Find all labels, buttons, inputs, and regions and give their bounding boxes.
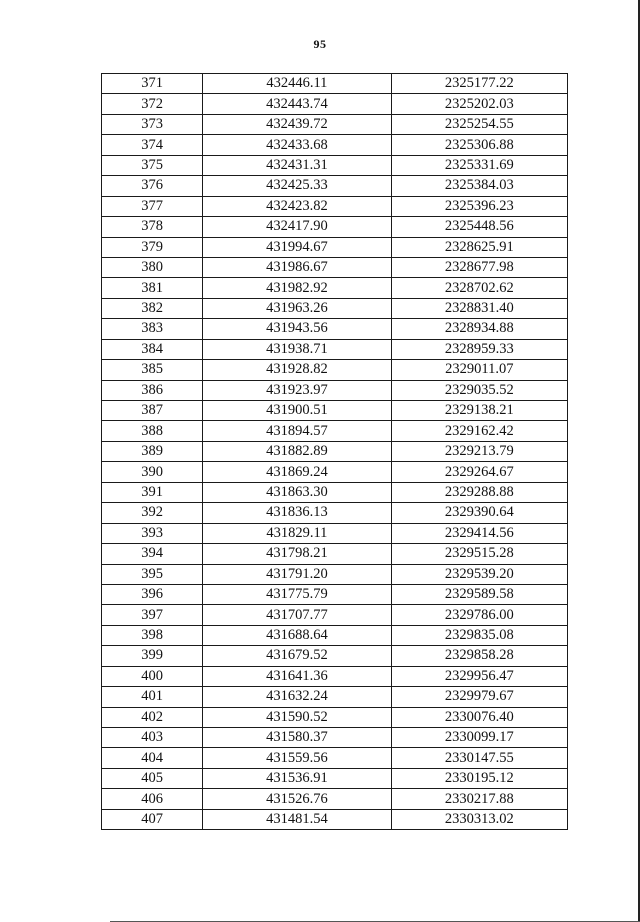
table-row — [102, 421, 568, 441]
table-row — [102, 196, 568, 216]
table-row — [102, 544, 568, 564]
point-number-cell: 399 — [102, 646, 203, 666]
table-row — [102, 809, 568, 829]
table-row — [102, 217, 568, 237]
x-coordinate-cell: 431894.57 — [203, 421, 391, 441]
x-coordinate-cell: 431641.36 — [203, 666, 391, 686]
table-row — [102, 319, 568, 339]
x-coordinate-cell: 431963.26 — [203, 298, 391, 318]
point-number-cell: 391 — [102, 482, 203, 502]
x-coordinate-cell: 431928.82 — [203, 360, 391, 380]
table-row — [102, 523, 568, 543]
x-coordinate-cell: 432425.33 — [203, 176, 391, 196]
y-coordinate-cell: 2325448.56 — [391, 217, 567, 237]
x-coordinate-cell: 431580.37 — [203, 728, 391, 748]
table-row — [102, 237, 568, 257]
table-row — [102, 646, 568, 666]
y-coordinate-cell: 2329035.52 — [391, 380, 567, 400]
table-row — [102, 278, 568, 298]
table-row — [102, 114, 568, 134]
y-coordinate-cell: 2325177.22 — [391, 74, 567, 94]
point-number-cell: 373 — [102, 114, 203, 134]
x-coordinate-cell: 431994.67 — [203, 237, 391, 257]
x-coordinate-cell: 431938.71 — [203, 339, 391, 359]
y-coordinate-cell: 2329213.79 — [391, 441, 567, 461]
table-row — [102, 462, 568, 482]
table-row — [102, 94, 568, 114]
point-number-cell: 371 — [102, 74, 203, 94]
point-number-cell: 401 — [102, 687, 203, 707]
y-coordinate-cell: 2329138.21 — [391, 401, 567, 421]
table-row — [102, 257, 568, 277]
y-coordinate-cell: 2328625.91 — [391, 237, 567, 257]
y-coordinate-cell: 2329162.42 — [391, 421, 567, 441]
x-coordinate-cell: 431923.97 — [203, 380, 391, 400]
point-number-cell: 374 — [102, 135, 203, 155]
x-coordinate-cell: 431986.67 — [203, 257, 391, 277]
x-coordinate-cell: 431679.52 — [203, 646, 391, 666]
y-coordinate-cell: 2325384.03 — [391, 176, 567, 196]
y-coordinate-cell: 2330099.17 — [391, 728, 567, 748]
x-coordinate-cell: 432431.31 — [203, 155, 391, 175]
table-row — [102, 503, 568, 523]
table-row — [102, 789, 568, 809]
x-coordinate-cell: 431632.24 — [203, 687, 391, 707]
table-row — [102, 605, 568, 625]
table-row — [102, 666, 568, 686]
y-coordinate-cell: 2330147.55 — [391, 748, 567, 768]
x-coordinate-cell: 431869.24 — [203, 462, 391, 482]
y-coordinate-cell: 2330076.40 — [391, 707, 567, 727]
table-row — [102, 564, 568, 584]
point-number-cell: 378 — [102, 217, 203, 237]
table-row — [102, 135, 568, 155]
x-coordinate-cell: 431836.13 — [203, 503, 391, 523]
x-coordinate-cell: 432446.11 — [203, 74, 391, 94]
point-number-cell: 404 — [102, 748, 203, 768]
point-number-cell: 379 — [102, 237, 203, 257]
x-coordinate-cell: 431688.64 — [203, 625, 391, 645]
x-coordinate-cell: 431559.56 — [203, 748, 391, 768]
x-coordinate-cell: 431882.89 — [203, 441, 391, 461]
page-number: 95 — [313, 37, 327, 51]
point-number-cell: 403 — [102, 728, 203, 748]
x-coordinate-cell: 432423.82 — [203, 196, 391, 216]
point-number-cell: 377 — [102, 196, 203, 216]
point-number-cell: 387 — [102, 401, 203, 421]
table-row — [102, 360, 568, 380]
point-number-cell: 405 — [102, 768, 203, 788]
y-coordinate-cell: 2329786.00 — [391, 605, 567, 625]
y-coordinate-cell: 2329956.47 — [391, 666, 567, 686]
point-number-cell: 407 — [102, 809, 203, 829]
point-number-cell: 382 — [102, 298, 203, 318]
y-coordinate-cell: 2329539.20 — [391, 564, 567, 584]
point-number-cell: 389 — [102, 441, 203, 461]
table-row — [102, 176, 568, 196]
table-row — [102, 74, 568, 94]
x-coordinate-cell: 431536.91 — [203, 768, 391, 788]
y-coordinate-cell: 2329835.08 — [391, 625, 567, 645]
x-coordinate-cell: 431982.92 — [203, 278, 391, 298]
table-body — [102, 74, 568, 830]
y-coordinate-cell: 2329589.58 — [391, 584, 567, 604]
y-coordinate-cell: 2328831.40 — [391, 298, 567, 318]
x-coordinate-cell: 431863.30 — [203, 482, 391, 502]
table-row — [102, 768, 568, 788]
table-row — [102, 584, 568, 604]
table-row — [102, 155, 568, 175]
y-coordinate-cell: 2325306.88 — [391, 135, 567, 155]
table-row — [102, 687, 568, 707]
x-coordinate-cell: 432417.90 — [203, 217, 391, 237]
y-coordinate-cell: 2325202.03 — [391, 94, 567, 114]
point-number-cell: 388 — [102, 421, 203, 441]
point-number-cell: 402 — [102, 707, 203, 727]
y-coordinate-cell: 2329011.07 — [391, 360, 567, 380]
point-number-cell: 396 — [102, 584, 203, 604]
y-coordinate-cell: 2330195.12 — [391, 768, 567, 788]
y-coordinate-cell: 2329515.28 — [391, 544, 567, 564]
point-number-cell: 392 — [102, 503, 203, 523]
y-coordinate-cell: 2330313.02 — [391, 809, 567, 829]
table-row — [102, 380, 568, 400]
x-coordinate-cell: 431943.56 — [203, 319, 391, 339]
x-coordinate-cell: 431481.54 — [203, 809, 391, 829]
x-coordinate-cell: 431829.11 — [203, 523, 391, 543]
y-coordinate-cell: 2328702.62 — [391, 278, 567, 298]
point-number-cell: 375 — [102, 155, 203, 175]
point-number-cell: 383 — [102, 319, 203, 339]
point-number-cell: 380 — [102, 257, 203, 277]
point-number-cell: 394 — [102, 544, 203, 564]
y-coordinate-cell: 2329288.88 — [391, 482, 567, 502]
point-number-cell: 397 — [102, 605, 203, 625]
point-number-cell: 372 — [102, 94, 203, 114]
table-row — [102, 707, 568, 727]
x-coordinate-cell: 431798.21 — [203, 544, 391, 564]
y-coordinate-cell: 2328934.88 — [391, 319, 567, 339]
point-number-cell: 406 — [102, 789, 203, 809]
y-coordinate-cell: 2325331.69 — [391, 155, 567, 175]
table-row — [102, 728, 568, 748]
point-number-cell: 386 — [102, 380, 203, 400]
x-coordinate-cell: 431707.77 — [203, 605, 391, 625]
x-coordinate-cell: 431590.52 — [203, 707, 391, 727]
point-number-cell: 390 — [102, 462, 203, 482]
point-number-cell: 385 — [102, 360, 203, 380]
x-coordinate-cell: 432443.74 — [203, 94, 391, 114]
table-row — [102, 748, 568, 768]
y-coordinate-cell: 2325396.23 — [391, 196, 567, 216]
table-row — [102, 298, 568, 318]
point-number-cell: 398 — [102, 625, 203, 645]
y-coordinate-cell: 2330217.88 — [391, 789, 567, 809]
x-coordinate-cell: 432433.68 — [203, 135, 391, 155]
y-coordinate-cell: 2325254.55 — [391, 114, 567, 134]
point-number-cell: 381 — [102, 278, 203, 298]
table-row — [102, 401, 568, 421]
y-coordinate-cell: 2328677.98 — [391, 257, 567, 277]
y-coordinate-cell: 2329264.67 — [391, 462, 567, 482]
point-number-cell: 395 — [102, 564, 203, 584]
point-number-cell: 400 — [102, 666, 203, 686]
y-coordinate-cell: 2329414.56 — [391, 523, 567, 543]
x-coordinate-cell: 432439.72 — [203, 114, 391, 134]
y-coordinate-cell: 2329390.64 — [391, 503, 567, 523]
table-row — [102, 441, 568, 461]
y-coordinate-cell: 2328959.33 — [391, 339, 567, 359]
table-row — [102, 482, 568, 502]
point-number-cell: 384 — [102, 339, 203, 359]
point-number-cell: 376 — [102, 176, 203, 196]
x-coordinate-cell: 431526.76 — [203, 789, 391, 809]
x-coordinate-cell: 431791.20 — [203, 564, 391, 584]
table-row — [102, 339, 568, 359]
table-row — [102, 625, 568, 645]
x-coordinate-cell: 431775.79 — [203, 584, 391, 604]
y-coordinate-cell: 2329979.67 — [391, 687, 567, 707]
y-coordinate-cell: 2329858.28 — [391, 646, 567, 666]
x-coordinate-cell: 431900.51 — [203, 401, 391, 421]
coordinate-table — [101, 73, 568, 830]
point-number-cell: 393 — [102, 523, 203, 543]
